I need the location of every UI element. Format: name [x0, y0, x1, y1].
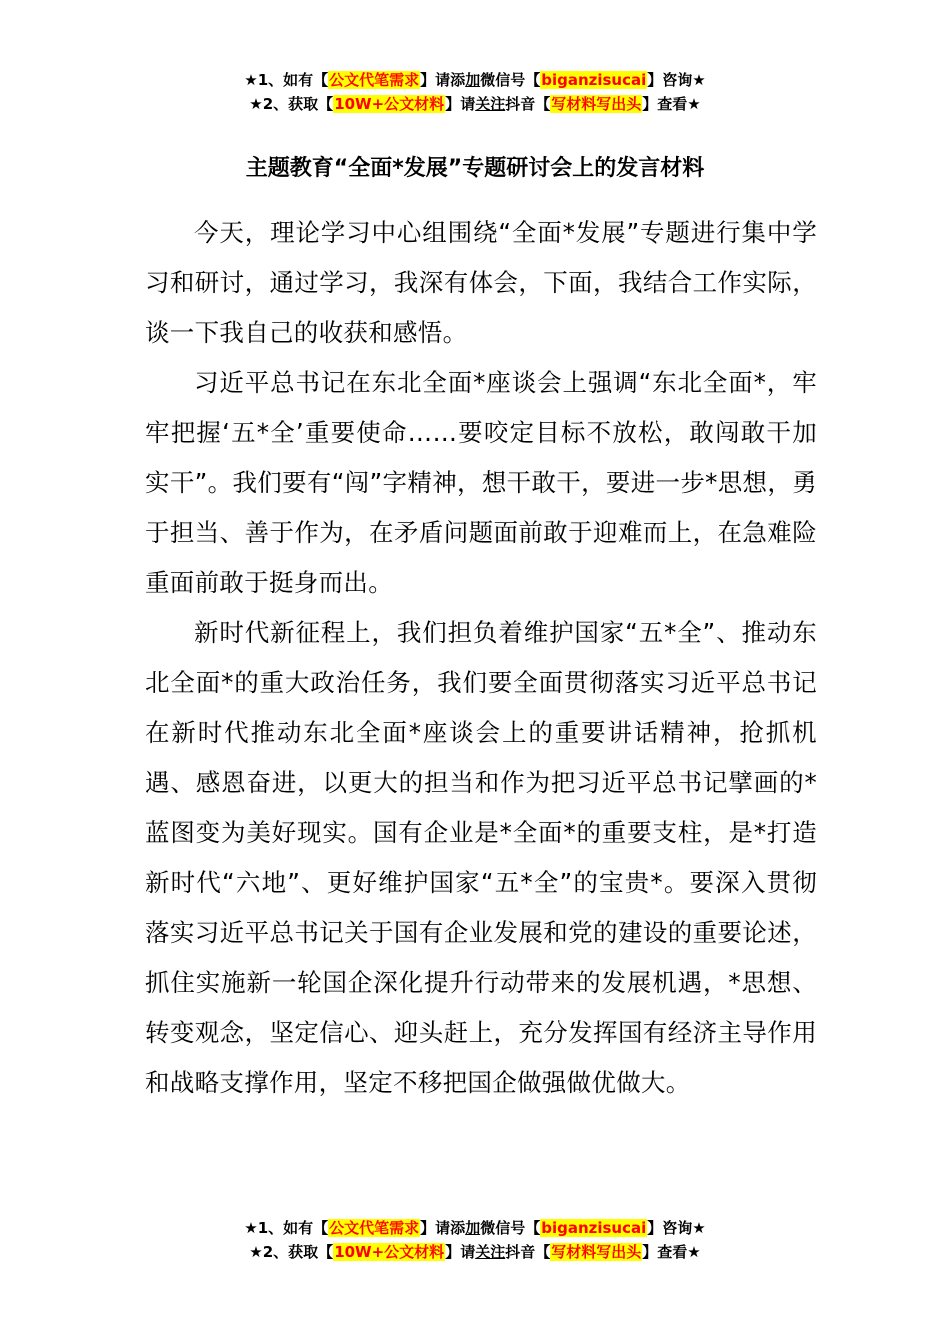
douyin-id-highlight: 写材料写出头 [551, 95, 642, 113]
ad-text: 】请添 [420, 71, 466, 89]
paragraph: 新时代新征程上，我们担负着维护国家“五*全”、推动东北全面*的重大政治任务，我们要全面贯彻落实习近平总书记在新时代推动东北全面*座谈会上的重要讲话精神，抢抓机遇、感恩奋进，以更大的担当和作为把习近平总书记擘画的*蓝图变为美好现实。国有企业是*全面*的重要支柱，是*打造新时代“六地”、更好维护国家“五*全”的宝贵*。要深入贯彻落实习近平总书记关于国有企业发展和党的建设的重要论述，抓住实施新一轮国企深化提升行动带来的发展机遇，*思想、转变观念，坚定信心、迎头赶上，充分发挥国有经济主导作用和战略支撑作用，坚定不移把国企做强做优做大。 [145, 618, 817, 1097]
paragraph: 今天，理论学习中心组围绕“全面*发展”专题进行集中学习和研讨，通过学习，我深有体会，下面，我结合工作实际，谈一下我自己的收获和感悟。 [145, 218, 817, 347]
ad-highlight: 10W+公文材料 [334, 1243, 445, 1261]
ad-text: 加 [465, 1219, 481, 1237]
footer-ad [0, 1216, 950, 1264]
paragraph: 习近平总书记在东北全面*座谈会上强调“东北全面*，牢牢把握‘五*全’重要使命……要咬定目标不放松，敢闯敢干加实干”。我们要有“闯”字精神，想干敢干，要进一步*思想，勇于担当、善于作为，在矛盾问题面前敢于迎难而上，在急难险重面前敢于挺身而出。 [145, 368, 817, 597]
ad-text: 微信号【 [480, 1219, 541, 1237]
ad-text: 】查看★ [642, 1243, 701, 1261]
ad-text: 】请 [445, 1243, 476, 1261]
ad-text: 抖音【 [505, 1243, 551, 1261]
ad-line-2 [0, 92, 950, 116]
ad-text: ★2、获取【 [249, 95, 334, 113]
wechat-id-highlight: biganzisucai [541, 1219, 647, 1237]
ad-highlight: 10W+公文材料 [334, 95, 445, 113]
document-title: 主题教育“全面*发展”专题研讨会上的发言材料 [245, 156, 705, 181]
ad-text: ★1、如有【 [244, 71, 329, 89]
douyin-id-highlight: 写材料写出头 [551, 1243, 642, 1261]
ad-text: 加 [465, 71, 481, 89]
ad-highlight: 公文代笔需求 [329, 71, 420, 89]
ad-text: 】请添 [420, 1219, 466, 1237]
ad-text: 】咨询★ [647, 71, 706, 89]
ad-text: 抖音【 [505, 95, 551, 113]
ad-line-1 [0, 68, 950, 92]
document-body [145, 208, 817, 1108]
ad-text: 微信号【 [480, 71, 541, 89]
ad-line-2 [0, 1240, 950, 1264]
ad-text: 关注 [475, 1243, 506, 1261]
ad-text: ★2、获取【 [249, 1243, 334, 1261]
ad-text: 】请 [445, 95, 476, 113]
ad-text: 】查看★ [642, 95, 701, 113]
ad-line-1 [0, 1216, 950, 1240]
ad-text: ★1、如有【 [244, 1219, 329, 1237]
header-ad [0, 68, 950, 116]
ad-text: 关注 [475, 95, 506, 113]
ad-highlight: 公文代笔需求 [329, 1219, 420, 1237]
wechat-id-highlight: biganzisucai [541, 71, 647, 89]
ad-text: 】咨询★ [647, 1219, 706, 1237]
